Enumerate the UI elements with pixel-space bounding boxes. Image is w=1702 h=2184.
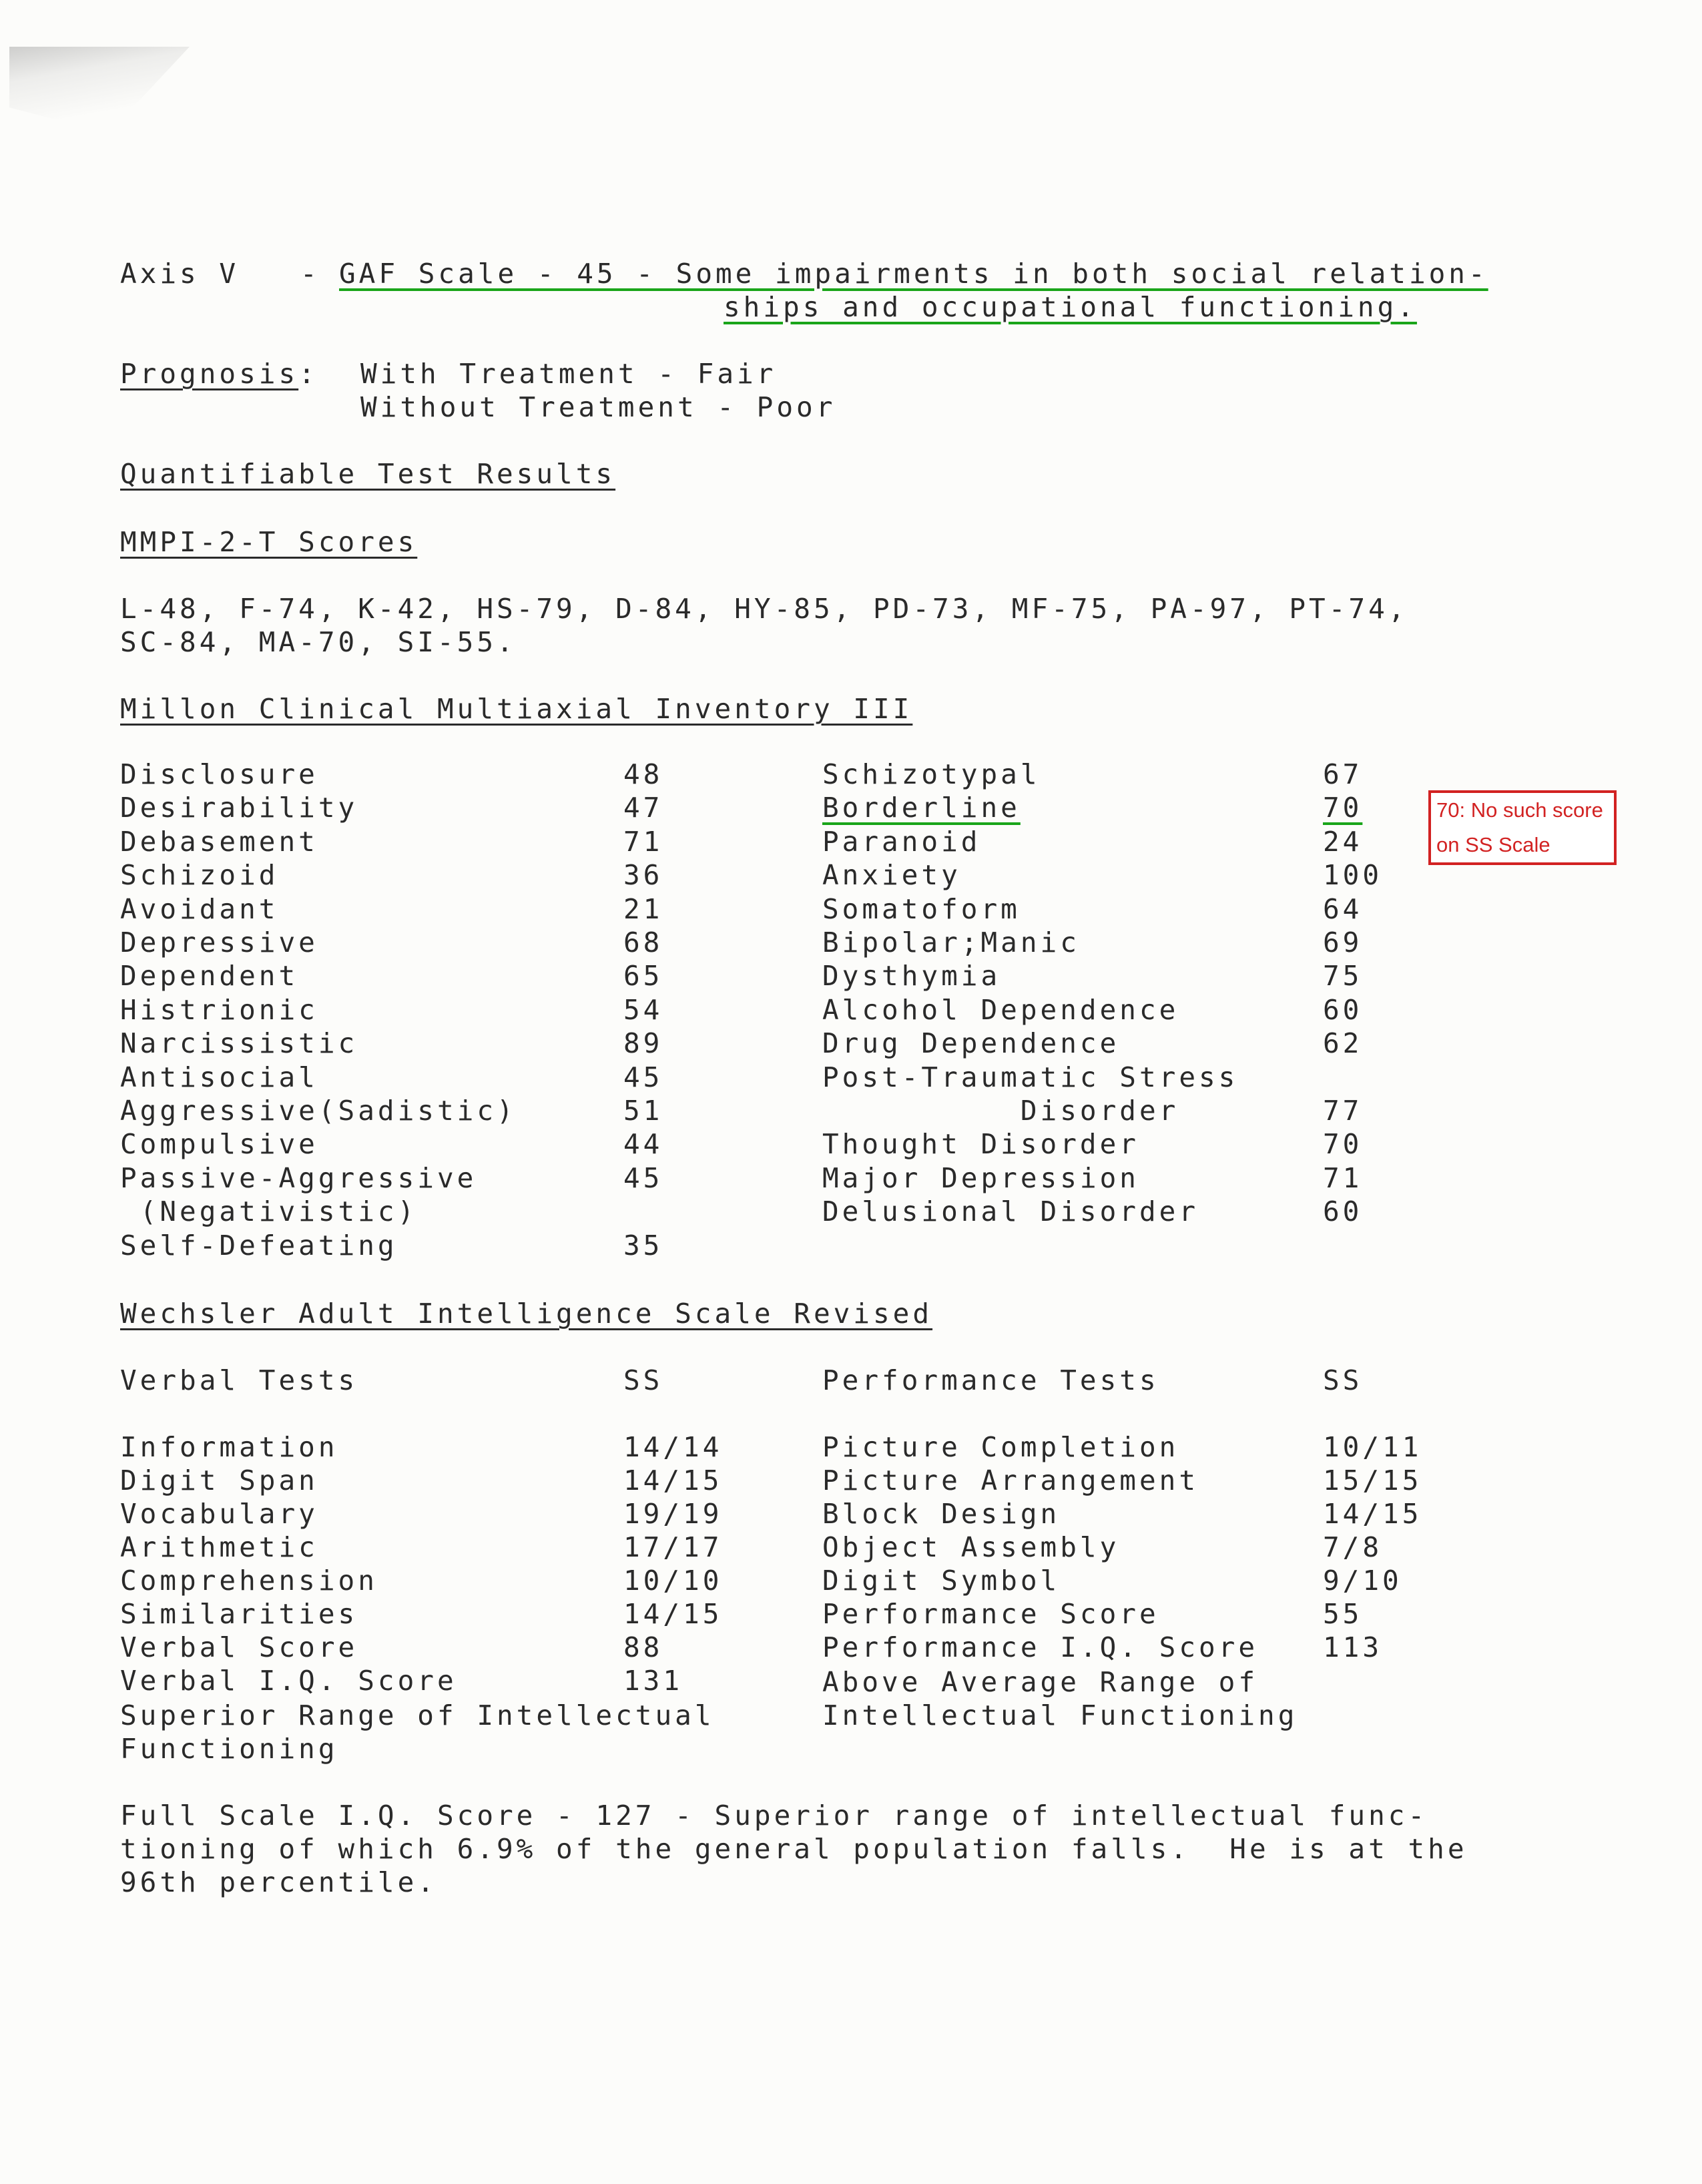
millon-left-row-name — [120, 994, 318, 1026]
millon-left-row-score — [623, 1230, 663, 1262]
millon-left-row-score-value: 47 — [623, 792, 663, 824]
verbal-test-row-score — [623, 1565, 722, 1597]
performance-test-row-name — [822, 1498, 1060, 1530]
millon-right-row-score-value: 62 — [1323, 1027, 1363, 1060]
millon-right-row-score-value: 71 — [1323, 1161, 1363, 1194]
millon-right-row-name — [822, 960, 1001, 992]
millon-right-row-name — [822, 926, 1080, 959]
millon-left-row-name — [120, 1095, 517, 1127]
millon-right-row-name — [822, 1061, 1238, 1093]
performance-test-row-score-value: 15/15 — [1323, 1464, 1422, 1496]
millon-left-row-score-value: 65 — [623, 960, 663, 993]
verbal-test-row-score-value: 17/17 — [623, 1531, 723, 1563]
verbal-test-row-score-value: 88 — [623, 1631, 663, 1663]
performance-test-row-score — [1323, 1531, 1382, 1563]
millon-right-row-score-value: 67 — [1323, 758, 1363, 790]
millon-right-row-name — [822, 1128, 1139, 1160]
millon-right-row-label: Drug Dependence — [822, 1027, 1120, 1060]
performance-test-row-score-value: 10/11 — [1323, 1431, 1422, 1463]
millon-right-row-name — [822, 758, 1041, 790]
millon-left-row-score-value: 36 — [623, 859, 663, 892]
millon-right-row-label: Somatoform — [822, 892, 1021, 925]
millon-left-row-score-value: 68 — [623, 926, 663, 959]
verbal-test-row-name — [120, 1431, 338, 1463]
millon-left-row-score-value: 21 — [623, 892, 663, 925]
millon-right-row-label: Paranoid — [822, 825, 981, 858]
millon-right-row-score — [1323, 960, 1362, 992]
millon-left-row-name — [120, 792, 358, 824]
millon-right-row-score-value: 60 — [1323, 993, 1363, 1026]
performance-test-row-label: Block Design — [822, 1498, 1061, 1530]
millon-left-row-score — [623, 1128, 663, 1160]
verbal-test-row-score — [623, 1464, 722, 1496]
verbal-test-row-label: Vocabulary — [120, 1498, 318, 1530]
verbal-test-row-name — [120, 1598, 358, 1630]
performance-test-row-name — [822, 1631, 1258, 1663]
millon-left-row-score — [623, 960, 663, 992]
millon-right-row-name — [822, 994, 1179, 1026]
millon-left-row-label: Histrionic — [120, 993, 318, 1026]
full-scale-line-3: 96th percentile. — [120, 1866, 437, 1898]
verbal-test-row-score — [623, 1598, 722, 1630]
heading-wechsler: Wechsler Adult Intelligence Scale Revised — [120, 1298, 933, 1330]
performance-range-line-2: Intellectual Functioning — [822, 1699, 1298, 1731]
performance-test-row-score-value: 9/10 — [1323, 1565, 1402, 1597]
millon-right-row-name — [822, 1095, 1179, 1127]
millon-right-row-name — [822, 859, 961, 891]
millon-left-row-score — [623, 1095, 663, 1127]
millon-left-row-label: Dependent — [120, 960, 299, 993]
millon-right-row-score-value: 100 — [1323, 859, 1383, 892]
performance-test-row-label: Picture Completion — [822, 1431, 1179, 1463]
millon-left-row-score-value: 71 — [623, 825, 663, 858]
performance-test-row-score-value: 7/8 — [1323, 1531, 1383, 1563]
millon-right-row-score-value: 75 — [1323, 960, 1363, 993]
millon-left-row-label: Desirability — [120, 792, 358, 824]
millon-right-row-label: Dysthymia — [822, 960, 1001, 993]
heading-millon: Millon Clinical Multiaxial Inventory III — [120, 693, 913, 725]
millon-right-row-label: Bipolar;Manic — [822, 926, 1080, 959]
millon-right-row-label: Major Depression — [822, 1161, 1139, 1194]
millon-left-row-score — [623, 859, 663, 891]
verbal-test-row-score-value: 10/10 — [623, 1565, 723, 1597]
millon-left-row-name — [120, 1027, 358, 1059]
verbal-test-row-label: Information — [120, 1431, 338, 1463]
verbal-test-row-label: Similarities — [120, 1598, 358, 1630]
axis-v-dash: - — [300, 258, 320, 290]
gaf-scale-line-2: ships and occupational functioning. — [724, 291, 1417, 323]
millon-right-row-score-value: 24 — [1323, 825, 1363, 858]
millon-right-row-score-value: 77 — [1323, 1095, 1363, 1127]
performance-test-row-label: Object Assembly — [822, 1531, 1120, 1563]
millon-left-row-score-value: 89 — [623, 1027, 663, 1060]
performance-test-row-score — [1323, 1565, 1402, 1597]
verbal-test-row-name — [120, 1531, 318, 1563]
millon-left-row-label: Debasement — [120, 825, 318, 858]
millon-left-row-name — [120, 960, 298, 992]
annotation-line-2: on SS Scale — [1436, 833, 1550, 856]
performance-test-row-name — [822, 1565, 1060, 1597]
verbal-test-row-name — [120, 1665, 457, 1697]
full-scale-line-1: Full Scale I.Q. Score - 127 - Superior range of intellectual func- — [120, 1800, 1428, 1832]
performance-test-row-name — [822, 1531, 1119, 1563]
verbal-test-row-score — [623, 1631, 663, 1663]
millon-left-row-name — [120, 893, 278, 925]
verbal-test-row-score — [623, 1498, 722, 1530]
millon-left-row-score-value: 45 — [623, 1161, 663, 1194]
millon-right-row-name — [822, 826, 980, 858]
millon-left-row-name — [120, 826, 318, 858]
performance-test-row-score — [1323, 1598, 1362, 1630]
verbal-test-row-label: Verbal I.Q. Score — [120, 1665, 457, 1697]
full-scale-line-2: tioning of which 6.9% of the general population falls. He is at the — [120, 1833, 1468, 1865]
millon-left-row-label: Self-Defeating — [120, 1229, 398, 1262]
verbal-test-row-score-value: 131 — [623, 1665, 683, 1697]
millon-right-row-label: Anxiety — [822, 859, 961, 892]
performance-tests-header: Performance Tests — [822, 1364, 1159, 1396]
millon-left-row-label: Schizoid — [120, 859, 279, 892]
millon-left-row-score-value: 45 — [623, 1061, 663, 1093]
performance-test-row-label: Picture Arrangement — [822, 1464, 1199, 1496]
verbal-test-row-label: Verbal Score — [120, 1631, 358, 1663]
millon-left-row-score — [623, 792, 663, 824]
millon-left-row-label: Passive-Aggressive — [120, 1161, 477, 1194]
verbal-range-line-1: Superior Range of Intellectual — [120, 1699, 715, 1731]
performance-test-row-name — [822, 1464, 1199, 1496]
annotation-box — [1428, 790, 1617, 865]
scan-artifact — [9, 47, 190, 133]
performance-ss-header: SS — [1323, 1364, 1363, 1396]
millon-right-row-label: Thought Disorder — [822, 1128, 1139, 1161]
prognosis-without-treatment: Without Treatment - Poor — [360, 391, 836, 423]
millon-right-row-name — [822, 792, 1021, 824]
millon-right-row-score — [1323, 926, 1362, 959]
millon-left-row-score-value: 44 — [623, 1128, 663, 1161]
millon-right-row-label: Disorder — [822, 1095, 1179, 1127]
performance-range-line-1: Above Average Range of — [822, 1666, 1259, 1698]
performance-test-row-label: Performance I.Q. Score — [822, 1631, 1259, 1663]
verbal-test-row-score-value: 14/15 — [623, 1464, 723, 1496]
heading-quantifiable: Quantifiable Test Results — [120, 458, 616, 490]
prognosis-colon: : — [298, 358, 318, 390]
millon-left-row-label: Depressive — [120, 926, 318, 959]
millon-left-row-name — [120, 1195, 417, 1227]
millon-left-row-label: Antisocial — [120, 1061, 318, 1093]
millon-left-row-label: (Negativistic) — [120, 1195, 418, 1228]
verbal-test-row-name — [120, 1498, 318, 1530]
millon-right-row-label: Post-Traumatic Stress — [822, 1061, 1239, 1093]
performance-test-row-score — [1323, 1464, 1422, 1496]
verbal-test-row-label: Arithmetic — [120, 1531, 318, 1563]
millon-right-row-score-value: 60 — [1323, 1195, 1363, 1228]
millon-right-row-score — [1323, 792, 1362, 824]
millon-left-row-name — [120, 1230, 398, 1262]
millon-right-row-score-value: 69 — [1323, 926, 1363, 959]
verbal-test-row-score — [623, 1665, 683, 1697]
millon-left-row-score-value: 54 — [623, 993, 663, 1026]
millon-right-row-score-value: 70 — [1323, 1128, 1363, 1161]
millon-left-row-score — [623, 893, 663, 925]
millon-right-row-score-value: 64 — [1323, 892, 1363, 925]
performance-test-row-name — [822, 1598, 1159, 1630]
millon-right-row-name — [822, 893, 1021, 925]
millon-right-row-score — [1323, 994, 1362, 1026]
millon-right-row-score — [1323, 859, 1382, 891]
performance-test-row-score-value: 14/15 — [1323, 1498, 1422, 1530]
millon-left-row-name — [120, 1061, 318, 1093]
heading-mmpi: MMPI-2-T Scores — [120, 526, 418, 558]
millon-left-row-label: Compulsive — [120, 1128, 318, 1161]
millon-left-row-label: Aggressive(Sadistic) — [120, 1095, 517, 1127]
millon-left-row-score — [623, 826, 663, 858]
verbal-test-row-name — [120, 1464, 318, 1496]
millon-left-row-score-value: 35 — [623, 1229, 663, 1262]
millon-right-row-name — [822, 1027, 1119, 1059]
millon-left-row-score-value: 51 — [623, 1095, 663, 1127]
millon-right-row-name — [822, 1195, 1199, 1227]
axis-v-label: Axis V — [120, 258, 240, 290]
performance-test-row-name — [822, 1431, 1179, 1463]
millon-right-row-score — [1323, 826, 1362, 858]
performance-test-row-score — [1323, 1498, 1422, 1530]
performance-test-row-score-value: 113 — [1323, 1631, 1383, 1663]
millon-left-row-score — [623, 1061, 663, 1093]
millon-right-row-label: Delusional Disorder — [822, 1195, 1199, 1228]
millon-left-row-label: Disclosure — [120, 758, 318, 790]
gaf-scale-line-1: GAF Scale - 45 - Some impairments in both social relation- — [339, 258, 1488, 290]
millon-left-row-score — [623, 1027, 663, 1059]
millon-left-row-name — [120, 926, 318, 959]
verbal-test-row-score — [623, 1531, 722, 1563]
performance-test-row-label: Digit Symbol — [822, 1565, 1061, 1597]
millon-left-row-label: Narcissistic — [120, 1027, 358, 1060]
millon-right-row-label: Borderline — [822, 792, 1021, 824]
verbal-test-row-label: Comprehension — [120, 1565, 378, 1597]
prognosis-label — [120, 358, 318, 390]
millon-left-row-name — [120, 859, 278, 891]
millon-right-row-score — [1323, 1027, 1362, 1059]
millon-left-row-label: Avoidant — [120, 892, 279, 925]
millon-right-row-label: Alcohol Dependence — [822, 993, 1179, 1026]
annotation-line-1: 70: No such score — [1436, 798, 1603, 822]
mmpi-scores-line-2: SC-84, MA-70, SI-55. — [120, 626, 517, 658]
verbal-test-row-score-value: 14/14 — [623, 1431, 723, 1463]
verbal-test-row-name — [120, 1565, 378, 1597]
millon-left-row-score — [623, 1162, 663, 1194]
millon-left-row-name — [120, 1162, 477, 1194]
millon-right-row-score-value: 70 — [1323, 792, 1363, 824]
millon-left-row-name — [120, 1128, 318, 1160]
millon-right-row-score — [1323, 1128, 1362, 1160]
millon-right-row-name — [822, 1162, 1139, 1194]
millon-right-row-label: Schizotypal — [822, 758, 1041, 790]
verbal-test-row-name — [120, 1631, 358, 1663]
verbal-ss-header: SS — [623, 1364, 663, 1396]
prognosis-with-treatment: With Treatment - Fair — [360, 358, 777, 390]
performance-test-row-score-value: 55 — [1323, 1598, 1363, 1630]
performance-test-row-label: Performance Score — [822, 1598, 1159, 1630]
millon-left-row-score — [623, 758, 663, 790]
millon-right-row-score — [1323, 1095, 1362, 1127]
millon-left-row-score — [623, 994, 663, 1026]
millon-right-row-score — [1323, 893, 1362, 925]
verbal-test-row-score-value: 14/15 — [623, 1598, 723, 1630]
millon-right-row-score — [1323, 1195, 1362, 1227]
millon-right-row-score — [1323, 758, 1362, 790]
verbal-range-line-2: Functioning — [120, 1733, 338, 1765]
verbal-test-row-score-value: 19/19 — [623, 1498, 723, 1530]
performance-test-row-score — [1323, 1631, 1382, 1663]
millon-left-row-score-value: 48 — [623, 758, 663, 790]
millon-left-row-name — [120, 758, 318, 790]
verbal-test-row-score — [623, 1431, 722, 1463]
verbal-test-row-label: Digit Span — [120, 1464, 318, 1496]
millon-left-row-score — [623, 926, 663, 959]
prognosis-label-text: Prognosis — [120, 358, 299, 390]
performance-test-row-score — [1323, 1431, 1422, 1463]
millon-right-row-score — [1323, 1162, 1362, 1194]
mmpi-scores-line-1: L-48, F-74, K-42, HS-79, D-84, HY-85, PD-73, MF-75, PA-97, PT-74, — [120, 593, 1408, 625]
verbal-tests-header: Verbal Tests — [120, 1364, 358, 1396]
